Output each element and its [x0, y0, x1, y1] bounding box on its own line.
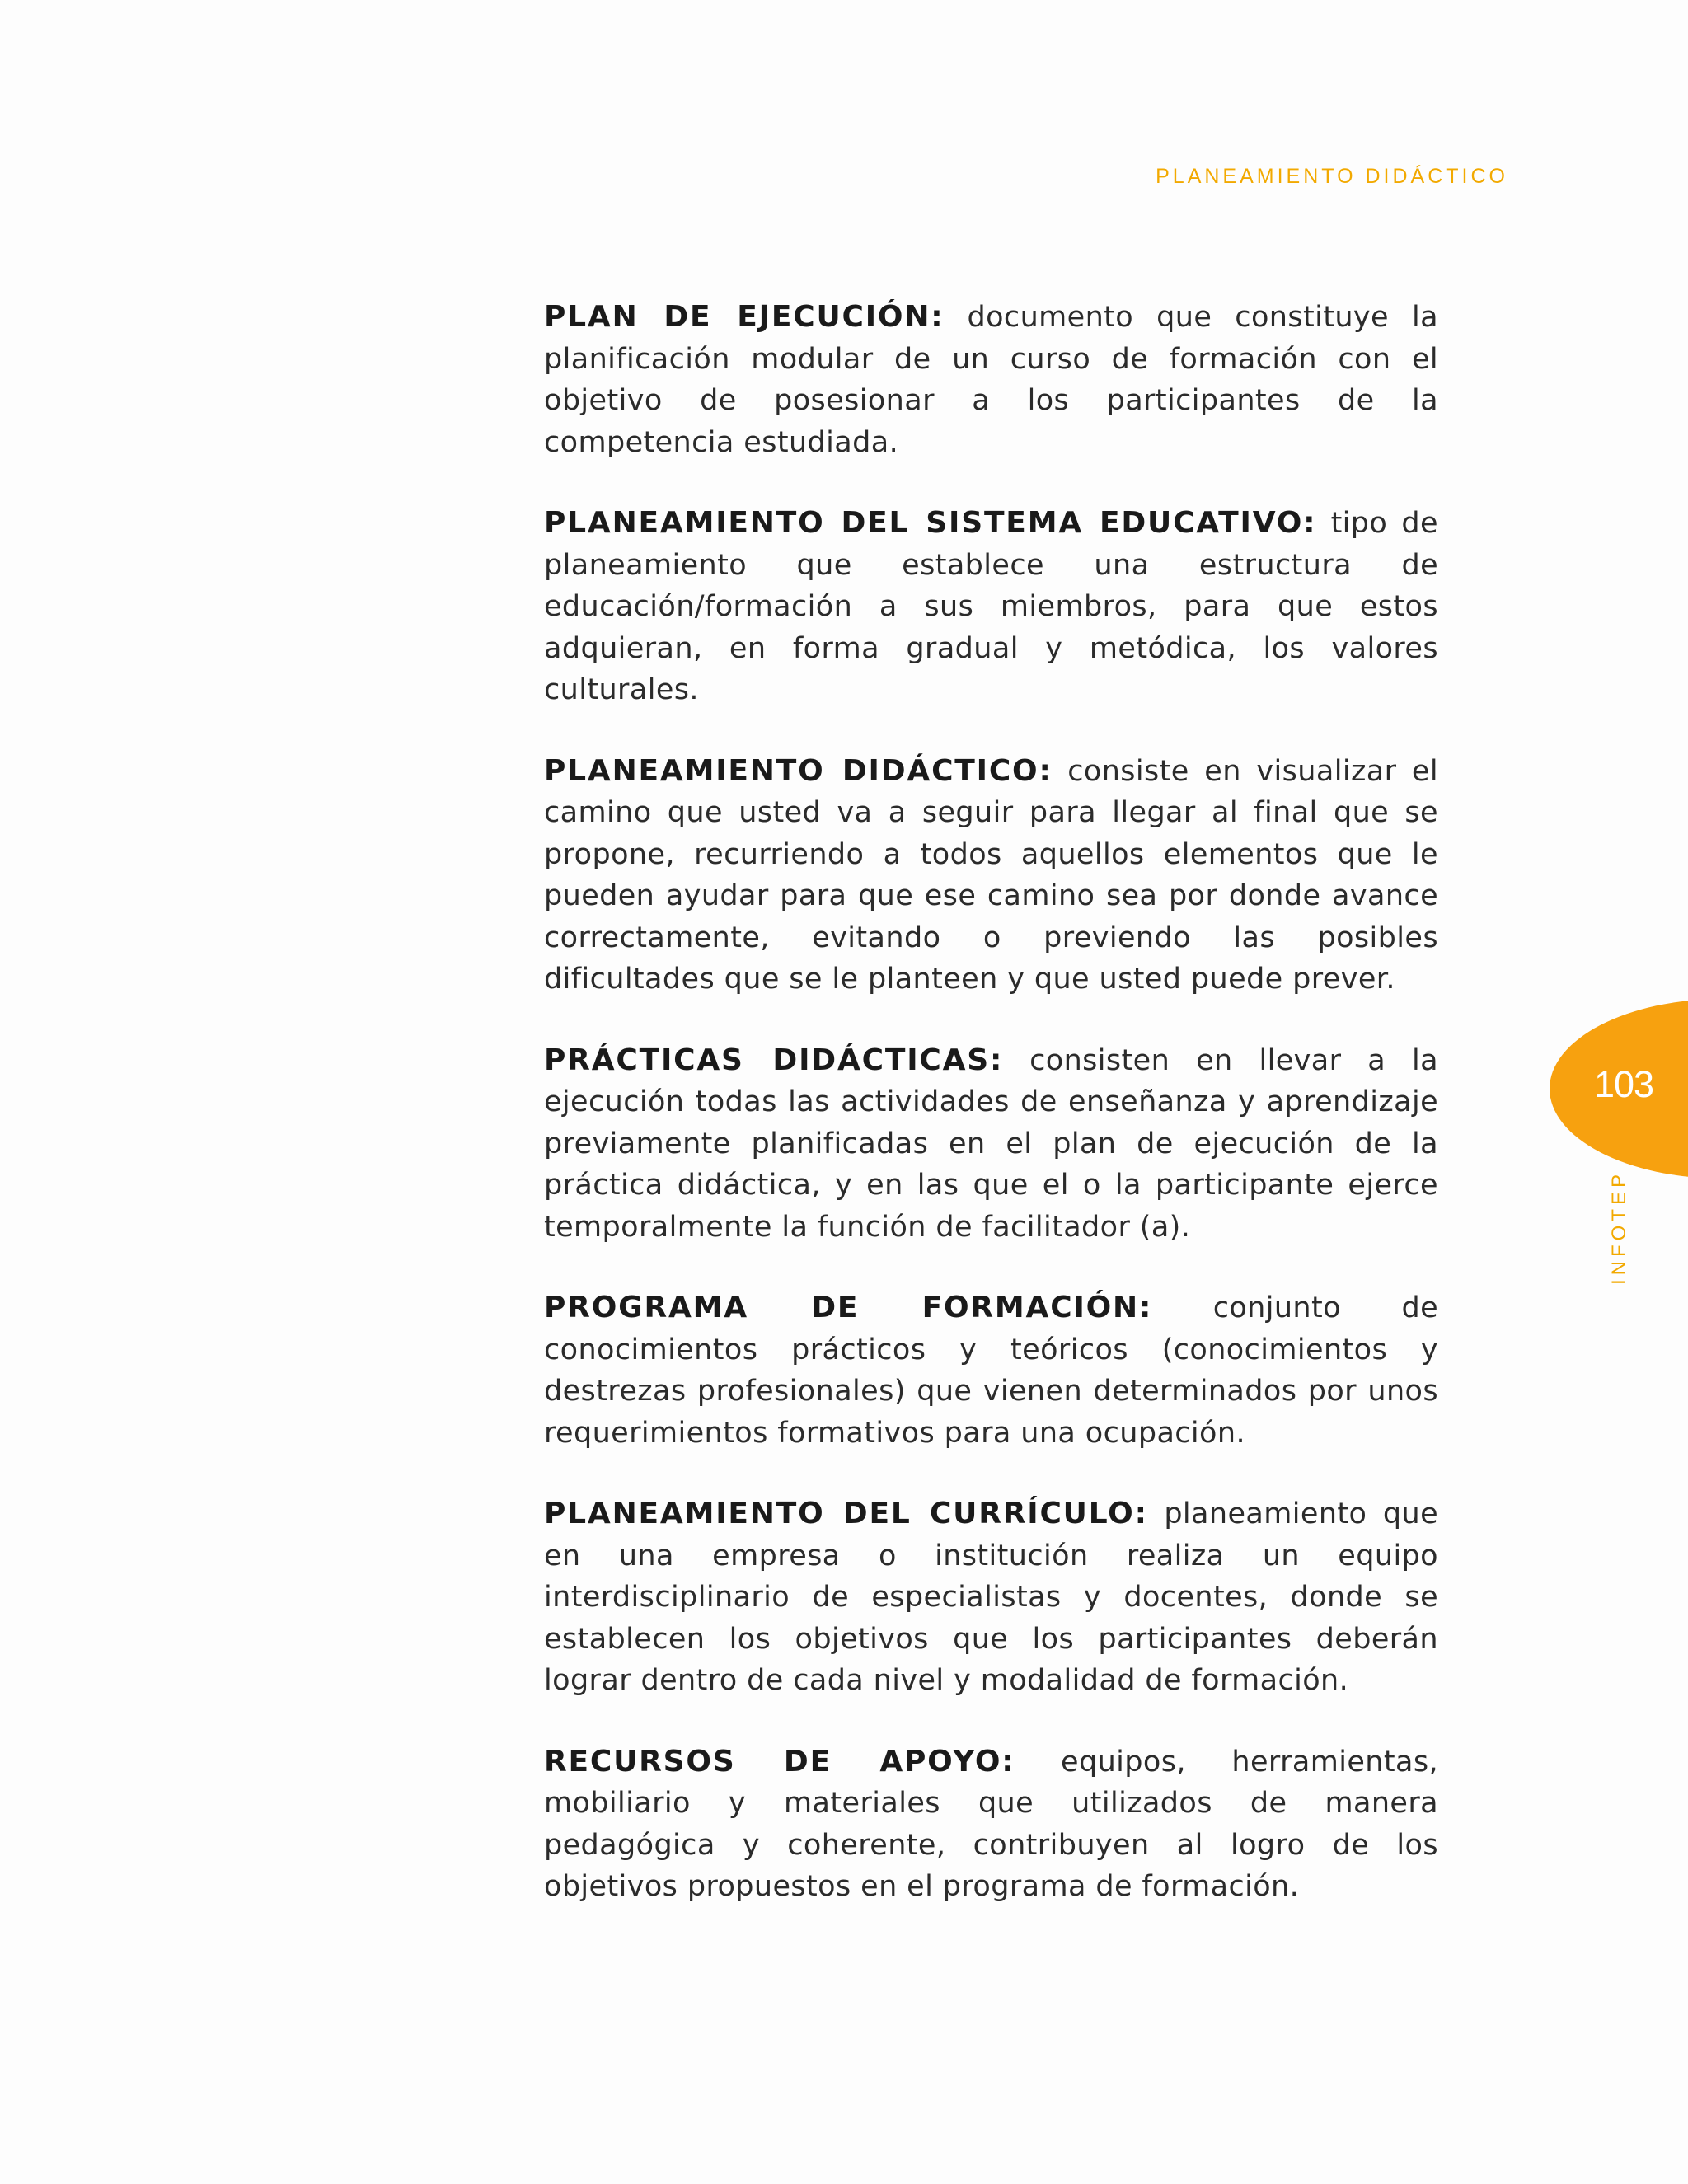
page-number: 103 — [1594, 1063, 1654, 1105]
glossary-term: PLANEAMIENTO DEL SISTEMA EDUCATIVO: — [544, 506, 1317, 540]
glossary-entry-planeamiento-del-curriculo — [544, 1493, 1438, 1702]
glossary-definition: tipo de planeamiento que establece una estructura de educación/formación a sus miembros, para que estos adquieran, en forma gradual y metódica, los valores culturales. — [544, 507, 1438, 706]
glossary-entry-programa-de-formacion — [544, 1287, 1438, 1454]
glossary-definition: consiste en visualizar el camino que usted va a seguir para llegar al final que se propone, recurriendo a todos aquellos elementos que le pueden ayudar para que ese camino sea por donde avance correctamente, evitando o previendo las posibles dificultades que se le planteen y que usted puede prever. — [544, 754, 1438, 996]
glossary-definition: consisten en llevar a la ejecución todas las actividades de enseñanza y aprendizaje previamente planificadas en el plan de ejecución de la práctica didáctica, y en las que el o la participante ejerce temporalmente la función de facilitador (a). — [544, 1043, 1438, 1244]
glossary-term: RECURSOS DE APOYO: — [544, 1744, 1015, 1779]
glossary-entry-planeamiento-didactico — [544, 751, 1438, 1001]
side-label — [1607, 1169, 1632, 1286]
glossary-content — [544, 297, 1438, 1947]
glossary-entry-recursos-de-apoyo — [544, 1741, 1438, 1908]
glossary-entry-plan-de-ejecucion — [544, 297, 1438, 463]
glossary-definition: documento que constituye la planificación modular de un curso de formación con el objetivo de posesionar a los participantes de la competencia estudiada. — [544, 301, 1438, 459]
glossary-definition: planeamiento que en una empresa o institución realiza un equipo interdisciplinario de especialistas y docentes, donde se establecen los objetivos que los participantes deberán lograr dentro de cada nivel y modalidad de formación. — [544, 1497, 1439, 1697]
glossary-definition: conjunto de conocimientos prácticos y teóricos (conocimientos y destrezas profesionales) que vienen determinados por unos requerimientos formativos para una ocupación. — [544, 1291, 1439, 1450]
glossary-term: PLAN DE EJECUCIÓN: — [544, 300, 945, 334]
glossary-term: PLANEAMIENTO DEL CURRÍCULO: — [544, 1497, 1148, 1530]
glossary-definition: equipos, herramientas, mobiliario y materiales que utilizados de manera pedagógica y coherente, contribuyen al logro de los objetivos propuestos en el programa de formación. — [544, 1745, 1438, 1903]
glossary-term: PLANEAMIENTO DIDÁCTICO: — [544, 753, 1053, 788]
running-header: PLANEAMIENTO DIDÁCTICO — [1156, 165, 1508, 188]
glossary-term: PRÁCTICAS DIDÁCTICAS: — [544, 1043, 1004, 1077]
side-label-text: INFOTEP — [1608, 1169, 1630, 1285]
glossary-entry-planeamiento-sistema-educativo — [544, 503, 1438, 711]
glossary-entry-practicas-didacticas — [544, 1040, 1438, 1249]
glossary-term: PROGRAMA DE FORMACIÓN: — [544, 1291, 1153, 1324]
